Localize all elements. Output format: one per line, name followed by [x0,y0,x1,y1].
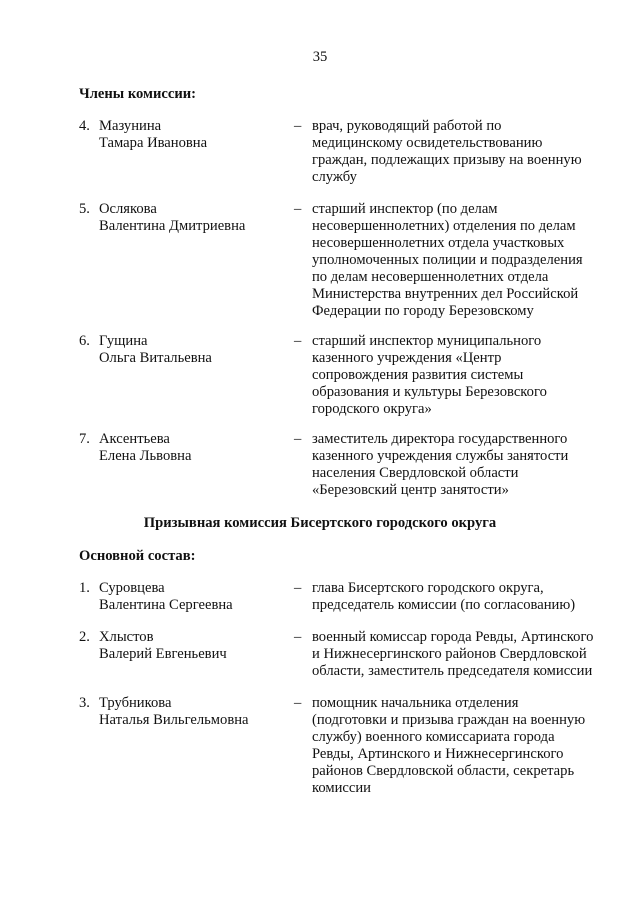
member-name: Мазунина Тамара Ивановна [99,118,208,151]
member-name: Аксентьева Елена Львовна [99,431,192,464]
page-number: 35 [312,49,328,65]
member-position: военный комиссар города Ревды, Артинского и Нижнесергинского районов Свердловской области, заместитель председателя комиссии [312,629,594,679]
member-position: старший инспектор муниципального казенного учреждения «Центр сопровождения развития системы образования и культуры Березовского городского округа» [312,333,547,417]
item-number: 3. [79,695,90,711]
dash: – [294,333,302,349]
commission-title: Призывная комиссия Бисертского городского округа [143,515,497,531]
member-name: Ослякова Валентина Дмитриевна [99,201,246,234]
member-name: Трубникова Наталья Вильгельмовна [99,695,249,728]
member-position: старший инспектор (по делам несовершеннолетних) отделения по делам несовершеннолетних отдела участковых уполномоченных полиции и подразделения по делам несовершеннолетних отдела Министерства внутренних дел Российской Федерации по городу Березовскому [312,201,583,319]
member-name: Гущина Ольга Витальевна [99,333,212,366]
item-number: 5. [79,201,90,217]
dash: – [294,695,302,711]
member-position: помощник начальника отделения (подготовки и призыва граждан на военную службу) военного комиссариата города Ревды, Артинского и Нижнесергинского районов Свердловской области, секретарь комиссии [312,695,586,796]
dash: – [294,580,302,596]
member-name: Хлыстов Валерий Евгеньевич [99,629,227,662]
item-number: 7. [79,431,90,447]
dash: – [294,201,302,217]
dash: – [294,629,302,645]
member-position: заместитель директора государственного казенного учреждения службы занятости населения Свердловской области «Березовский центр занятости» [312,431,569,498]
item-number: 2. [79,629,90,645]
dash: – [294,118,302,134]
section-heading-members: Члены комиссии: [79,86,197,102]
member-position: врач, руководящий работой по медицинскому освидетельствованию граждан, подлежащих призыву на военную службу [312,118,582,185]
item-number: 1. [79,580,90,596]
member-name: Суровцева Валентина Сергеевна [99,580,233,613]
item-number: 6. [79,333,90,349]
member-position: глава Бисертского городского округа, председатель комиссии (по согласованию) [312,580,576,613]
item-number: 4. [79,118,90,134]
dash: – [294,431,302,447]
section-heading-main: Основной состав: [79,548,196,564]
